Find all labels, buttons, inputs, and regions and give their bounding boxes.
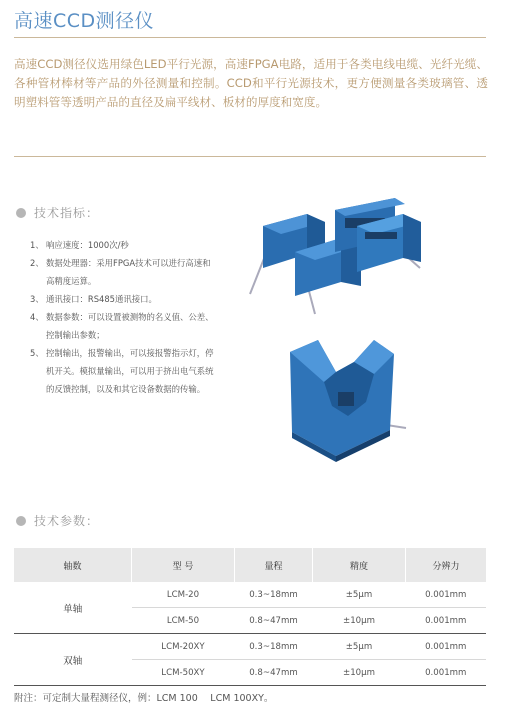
footnote: 附注：可定制大量程测径仪，例：LCM 100 LCM 100XY。 — [14, 693, 274, 704]
page-title: 高速CCD测径仪 — [14, 10, 155, 32]
product-image-dual-head — [245, 196, 425, 321]
params-heading-label: 技术参数： — [34, 514, 100, 528]
col-header-resolution: 分辨力 — [406, 548, 487, 582]
accuracy-cell: ±10μm — [313, 608, 406, 634]
col-header-model: 型 号 — [132, 548, 235, 582]
params-section-heading — [16, 512, 99, 529]
col-header-range: 量程 — [235, 548, 313, 582]
spec-item: 5、 控制输出，报警输出，可以接报警指示灯，停机开关。模拟量输出，可以用于挤出电气系统的反馈控制，以及和其它设备数据的传输。 — [30, 348, 214, 394]
col-header-axis: 轴数 — [14, 548, 132, 582]
model-cell: LCM-50XY — [132, 660, 235, 686]
col-header-accuracy: 精度 — [313, 548, 406, 582]
spec-item: 4、 数据参数：可以设置被测物的名义值、公差、控制输出参数； — [30, 312, 214, 340]
bullet-dot-icon — [16, 516, 26, 526]
model-cell: LCM-20XY — [132, 634, 235, 660]
resolution-cell: 0.001mm — [406, 634, 487, 660]
table-header-row — [14, 548, 486, 582]
specs-heading-label: 技术指标： — [34, 206, 100, 220]
axis-cell: 双轴 — [14, 634, 132, 686]
specs-list — [30, 236, 215, 398]
bullet-dot-icon — [16, 208, 26, 218]
product-image-xy-gauge — [278, 332, 408, 464]
divider-bottom — [14, 156, 486, 157]
resolution-cell: 0.001mm — [406, 608, 487, 634]
spec-item: 3、 通讯接口：RS485通讯接口。 — [30, 294, 157, 304]
accuracy-cell: ±5μm — [313, 582, 406, 608]
model-cell: LCM-20 — [132, 582, 235, 608]
range-cell: 0.3~18mm — [235, 634, 313, 660]
range-cell: 0.8~47mm — [235, 660, 313, 686]
intro-paragraph: 高速CCD测径仪选用绿色LED平行光源，高速FPGA电路，适用于各类电线电缆、光纤光缆、各种管材棒材等产品的外径测量和控制。CCD和平行光源技术，更方便测量各类玻璃管、透明塑料管等透明产品的直径及扁平线材、板材的厚度和宽度。 — [14, 57, 488, 109]
spec-item: 1、 响应速度：1000次/秒 — [30, 240, 129, 250]
range-cell: 0.3~18mm — [235, 582, 313, 608]
accuracy-cell: ±10μm — [313, 660, 406, 686]
resolution-cell: 0.001mm — [406, 660, 487, 686]
model-cell: LCM-50 — [132, 608, 235, 634]
spec-item: 2、 数据处理器：采用FPGA技术可以进行高速和高精度运算。 — [30, 258, 211, 286]
range-cell: 0.8~47mm — [235, 608, 313, 634]
accuracy-cell: ±5μm — [313, 634, 406, 660]
table-row — [14, 582, 486, 608]
resolution-cell: 0.001mm — [406, 582, 487, 608]
divider-top — [14, 37, 486, 38]
axis-cell: 单轴 — [14, 582, 132, 634]
table-row — [14, 634, 486, 660]
specs-section-heading — [16, 204, 99, 221]
params-table — [14, 548, 486, 686]
